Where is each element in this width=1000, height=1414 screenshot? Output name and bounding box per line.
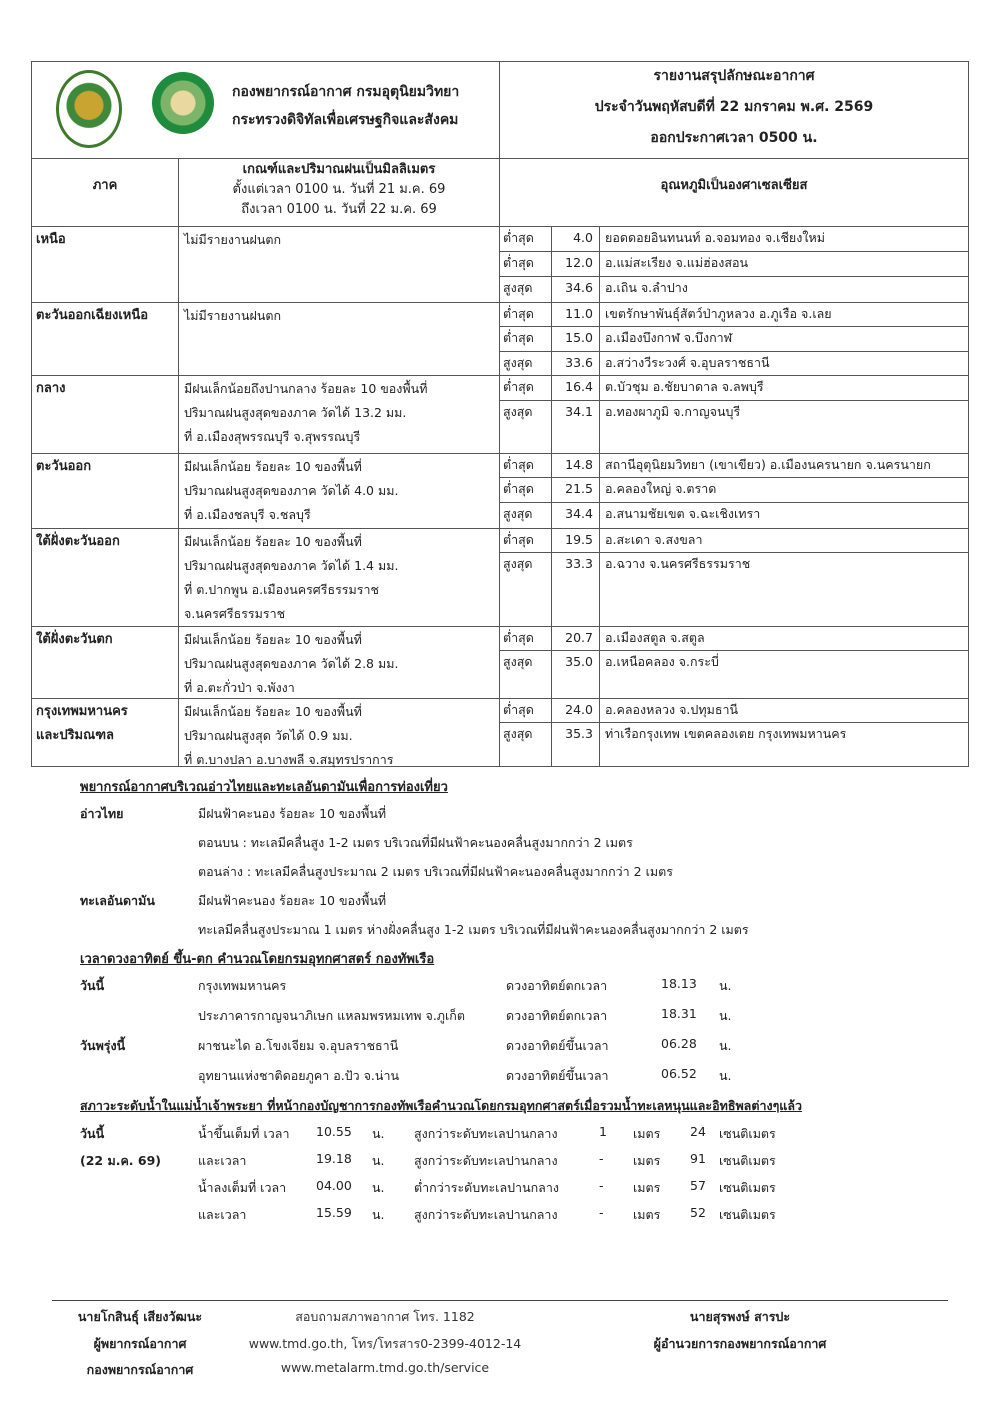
- rain-summary-line: มีฝนเล็กน้อย ร้อยละ 10 ของพื้นที่: [184, 459, 362, 474]
- temp-type: ต่ำสุด: [503, 702, 534, 717]
- sun-day-label: วันนี้: [80, 978, 105, 993]
- temp-value: 33.6: [565, 355, 593, 370]
- tide-meters: -: [599, 1205, 604, 1220]
- tide-relation: ต่ำกว่าระดับทะเลปานกลาง: [414, 1180, 559, 1195]
- row-divider: [500, 400, 968, 401]
- sun-event: ดวงอาทิตย์ขึ้นเวลา: [506, 1038, 609, 1053]
- temp-place: อ.สนามชัยเขต จ.ฉะเชิงเทรา: [605, 506, 761, 521]
- sun-times-title: เวลาดวงอาทิตย์ ขึ้น-ตก คำนวณโดยกรมอุทกศาสตร์ กองทัพเรือ: [80, 952, 435, 967]
- tide-meters: -: [599, 1151, 604, 1166]
- rain-summary-line: มีฝนเล็กน้อย ร้อยละ 10 ของพื้นที่: [184, 534, 362, 549]
- temp-type: ต่ำสุด: [503, 532, 534, 547]
- sun-unit: น.: [719, 1038, 732, 1053]
- column-divider: [599, 226, 600, 302]
- tide-time: 19.18: [316, 1151, 352, 1166]
- column-divider: [599, 528, 600, 626]
- rain-summary-line: มีฝนเล็กน้อย ร้อยละ 10 ของพื้นที่: [184, 632, 362, 647]
- row-divider: [500, 502, 968, 503]
- column-divider: [599, 302, 600, 375]
- col-header-temp: อุณหภูมิเป็นองศาเซลเซียส: [660, 178, 808, 193]
- tide-time-unit: น.: [372, 1126, 385, 1141]
- temp-type: สูงสุด: [503, 726, 533, 741]
- tide-label: น้ำขึ้นเต็มที่ เวลา: [198, 1126, 290, 1141]
- temp-place: ท่าเรือกรุงเทพ เขตคลองเตย กรุงเทพมหานคร: [605, 726, 847, 741]
- contact-web-link[interactable]: www.tmd.go.th, โทร/โทรสาร0-2399-4012-14: [248, 1336, 522, 1351]
- tide-time-unit: น.: [372, 1207, 385, 1222]
- tide-label: และเวลา: [198, 1153, 247, 1168]
- sea-forecast-line: ทะเลมีคลื่นสูงประมาณ 1 เมตร ห่างฝั่งคลื่นสูง 1-2 เมตร บริเวณที่มีฝนฟ้าคะนองคลื่นสูงมากกว่า 2 เมตร: [198, 922, 749, 937]
- tide-cm: 57: [690, 1178, 706, 1193]
- contact-service-link[interactable]: www.metalarm.tmd.go.th/service: [280, 1360, 490, 1375]
- tide-meter-unit: เมตร: [633, 1153, 661, 1168]
- rain-summary-line: ที่ ต.บางปลา อ.บางพลี จ.สมุทรปราการ: [184, 752, 394, 767]
- temp-value: 20.7: [565, 630, 593, 645]
- temp-type: สูงสุด: [503, 404, 533, 419]
- tmd-logo: [152, 72, 214, 134]
- sea-area-name: อ่าวไทย: [80, 806, 124, 821]
- temp-type: ต่ำสุด: [503, 481, 534, 496]
- sun-unit: น.: [719, 1068, 732, 1083]
- tide-meters: -: [599, 1178, 604, 1193]
- temp-place: อ.เหนือคลอง จ.กระบี่: [605, 654, 719, 669]
- temp-value: 34.1: [565, 404, 593, 419]
- region-row: [32, 626, 968, 698]
- rain-summary-line: ไม่มีรายงานฝนตก: [184, 308, 282, 323]
- temp-value: 4.0: [573, 230, 593, 245]
- temp-place: อ.เถิน จ.ลำปาง: [605, 280, 688, 295]
- rain-summary-line: ปริมาณฝนสูงสุด วัดได้ 0.9 มม.: [184, 728, 353, 743]
- tide-cm-unit: เซนติเมตร: [719, 1180, 776, 1195]
- tide-time-unit: น.: [372, 1153, 385, 1168]
- row-divider: [500, 722, 968, 723]
- tide-label: และเวลา: [198, 1207, 247, 1222]
- col-header-rain-from: ตั้งแต่เวลา 0100 น. วันที่ 21 ม.ค. 69: [232, 182, 446, 197]
- sun-event: ดวงอาทิตย์ตกเวลา: [506, 978, 608, 993]
- region-name: เหนือ: [36, 232, 66, 247]
- tide-day-label: วันนี้: [80, 1126, 105, 1141]
- sea-forecast-line: มีฝนฟ้าคะนอง ร้อยละ 10 ของพื้นที่: [198, 893, 387, 908]
- tide-title: สภาวะระดับน้ำในแม่น้ำเจ้าพระยา ที่หน้ากองบัญชาการกองทัพเรือคำนวณโดยกรมอุทกศาสตร์เมื่อรวมน้ำทะเลหนุนและอิทธิพลต่างๆแล้ว: [80, 1098, 803, 1113]
- sun-time: 06.28: [661, 1036, 697, 1051]
- contact-phone: สอบถามสภาพอากาศ โทร. 1182: [295, 1309, 475, 1324]
- tide-relation: สูงกว่าระดับทะเลปานกลาง: [414, 1126, 558, 1141]
- temp-place: อ.แม่สะเรียง จ.แม่ฮ่องสอน: [605, 255, 749, 270]
- sun-time: 06.52: [661, 1066, 697, 1081]
- sun-event: ดวงอาทิตย์ขึ้นเวลา: [506, 1068, 609, 1083]
- temp-value: 12.0: [565, 255, 593, 270]
- temp-type: ต่ำสุด: [503, 230, 534, 245]
- tide-cm: 24: [690, 1124, 706, 1139]
- temp-value: 19.5: [565, 532, 593, 547]
- region-name: และปริมณฑล: [36, 728, 114, 743]
- forecaster-role: ผู้พยากรณ์อากาศ: [93, 1336, 187, 1351]
- rain-summary-line: มีฝนเล็กน้อย ร้อยละ 10 ของพื้นที่: [184, 704, 362, 719]
- temp-type: ต่ำสุด: [503, 255, 534, 270]
- region-row: [32, 226, 968, 302]
- temp-place: อ.ทองผาภูมิ จ.กาญจนบุรี: [605, 404, 741, 419]
- temp-value: 33.3: [565, 556, 593, 571]
- region-name: ใต้ฝั่งตะวันออก: [36, 534, 120, 549]
- sun-time: 18.13: [661, 976, 697, 991]
- region-name: ตะวันออก: [36, 459, 92, 474]
- tide-meter-unit: เมตร: [633, 1207, 661, 1222]
- tide-date-label: (22 ม.ค. 69): [80, 1153, 162, 1168]
- tide-cm-unit: เซนติเมตร: [719, 1207, 776, 1222]
- sea-forecast-line: ตอนล่าง : ทะเลมีคลื่นสูงประมาณ 2 เมตร บริเวณที่มีฝนฟ้าคะนองคลื่นสูงมากกว่า 2 เมตร: [198, 864, 673, 879]
- column-divider: [599, 453, 600, 528]
- ministry-logo: [56, 70, 122, 148]
- tide-cm: 52: [690, 1205, 706, 1220]
- col-header-region: ภาค: [92, 178, 118, 193]
- tide-relation: สูงกว่าระดับทะเลปานกลาง: [414, 1153, 558, 1168]
- sun-day-label: วันพรุ่งนี้: [80, 1038, 126, 1053]
- tide-time: 15.59: [316, 1205, 352, 1220]
- temp-value: 35.3: [565, 726, 593, 741]
- column-divider: [599, 375, 600, 453]
- sun-time: 18.31: [661, 1006, 697, 1021]
- rain-summary-line: มีฝนเล็กน้อยถึงปานกลาง ร้อยละ 10 ของพื้นที่: [184, 381, 428, 396]
- report-date: ประจำวันพฤหัสบดีที่ 22 มกราคม พ.ศ. 2569: [594, 99, 874, 115]
- temp-value: 35.0: [565, 654, 593, 669]
- org-line-1: กองพยากรณ์อากาศ กรมอุตุนิยมวิทยา: [232, 84, 460, 100]
- director-role: ผู้อำนวยการกองพยากรณ์อากาศ: [653, 1336, 827, 1351]
- tide-time: 04.00: [316, 1178, 352, 1193]
- temp-type: ต่ำสุด: [503, 630, 534, 645]
- col-header-rain-to: ถึงเวลา 0100 น. วันที่ 22 ม.ค. 69: [241, 202, 437, 217]
- temp-value: 15.0: [565, 330, 593, 345]
- director-name: นายสุรพงษ์ สารปะ: [689, 1309, 791, 1324]
- weather-summary-table: [31, 61, 969, 767]
- temp-place: อ.ฉวาง จ.นครศรีธรรมราช: [605, 556, 751, 571]
- row-divider: [500, 477, 968, 478]
- temp-type: สูงสุด: [503, 654, 533, 669]
- temp-place: เขตรักษาพันธุ์สัตว์ป่าภูหลวง อ.ภูเรือ จ.เลย: [605, 306, 832, 321]
- region-row: [32, 375, 968, 453]
- temp-place: อ.สะเดา จ.สงขลา: [605, 532, 703, 547]
- temp-type: สูงสุด: [503, 506, 533, 521]
- rain-summary-line: ที่ อ.เมืองสุพรรณบุรี จ.สุพรรณบุรี: [184, 429, 361, 444]
- temp-place: ยอดดอยอินทนนท์ อ.จอมทอง จ.เชียงใหม่: [605, 230, 825, 245]
- rain-summary-line: ที่ อ.เมืองชลบุรี จ.ชลบุรี: [184, 507, 311, 522]
- footer-divider: [52, 1300, 948, 1301]
- rain-summary-line: ที่ ต.ปากพูน อ.เมืองนครศรีธรรมราช: [184, 582, 379, 597]
- temp-value: 24.0: [565, 702, 593, 717]
- sea-forecast-title: พยากรณ์อากาศบริเวณอ่าวไทยและทะเลอันดามันเพื่อการท่องเที่ยว: [80, 780, 448, 795]
- sun-place: ประภาคารกาญจนาภิเษก แหลมพรหมเทพ จ.ภูเก็ต: [198, 1008, 465, 1023]
- temp-place: อ.เมืองสตูล จ.สตูล: [605, 630, 705, 645]
- temp-place: อ.คลองหลวง จ.ปทุมธานี: [605, 702, 739, 717]
- tide-cm-unit: เซนติเมตร: [719, 1126, 776, 1141]
- temp-place: อ.เมืองบึงกาฬ จ.บึงกาฬ: [605, 330, 733, 345]
- rain-summary-line: จ.นครศรีธรรมราช: [184, 606, 286, 621]
- tide-cm: 91: [690, 1151, 706, 1166]
- sea-area-name: ทะเลอันดามัน: [80, 893, 155, 908]
- row-divider: [500, 650, 968, 651]
- tide-meter-unit: เมตร: [633, 1126, 661, 1141]
- temp-type: สูงสุด: [503, 280, 533, 295]
- row-divider: [500, 276, 968, 277]
- temp-value: 14.8: [565, 457, 593, 472]
- report-title: รายงานสรุปลักษณะอากาศ: [653, 68, 815, 84]
- sun-place: ผาชนะได อ.โขงเจียม จ.อุบลราชธานี: [198, 1038, 399, 1053]
- tide-time-unit: น.: [372, 1180, 385, 1195]
- temp-type: ต่ำสุด: [503, 306, 534, 321]
- temp-value: 11.0: [565, 306, 593, 321]
- tide-relation: สูงกว่าระดับทะเลปานกลาง: [414, 1207, 558, 1222]
- temp-type: ต่ำสุด: [503, 330, 534, 345]
- tide-meter-unit: เมตร: [633, 1180, 661, 1195]
- sun-unit: น.: [719, 978, 732, 993]
- row-divider: [500, 552, 968, 553]
- rain-summary-line: ปริมาณฝนสูงสุดของภาค วัดได้ 4.0 มม.: [184, 483, 399, 498]
- col-header-rain-title: เกณฑ์และปริมาณฝนเป็นมิลลิเมตร: [242, 162, 436, 177]
- region-name: กรุงเทพมหานคร: [36, 704, 128, 719]
- temp-place: อ.สว่างวีระวงศ์ จ.อุบลราชธานี: [605, 355, 770, 370]
- row-divider: [500, 326, 968, 327]
- temp-place: สถานีอุตุนิยมวิทยา (เขาเขียว) อ.เมืองนครนายก จ.นครนายก: [605, 457, 931, 472]
- region-row: [32, 528, 968, 626]
- region-name: กลาง: [36, 381, 66, 396]
- rain-summary-line: ไม่มีรายงานฝนตก: [184, 232, 282, 247]
- forecaster-dept: กองพยากรณ์อากาศ: [86, 1362, 194, 1377]
- rain-summary-line: ปริมาณฝนสูงสุดของภาค วัดได้ 1.4 มม.: [184, 558, 399, 573]
- tide-label: น้ำลงเต็มที่ เวลา: [198, 1180, 287, 1195]
- tide-time: 10.55: [316, 1124, 352, 1139]
- tide-meters: 1: [599, 1124, 607, 1139]
- temp-place: ต.บัวชุม อ.ชัยบาดาล จ.ลพบุรี: [605, 379, 764, 394]
- temp-value: 16.4: [565, 379, 593, 394]
- temp-type: ต่ำสุด: [503, 457, 534, 472]
- sun-place: กรุงเทพมหานคร: [198, 978, 287, 993]
- temp-value: 34.6: [565, 280, 593, 295]
- forecaster-name: นายโกสินธุ์ เสียงวัฒนะ: [77, 1309, 203, 1324]
- rain-summary-line: ที่ อ.ตะกั่วป่า จ.พังงา: [184, 680, 295, 695]
- temp-place: อ.คลองใหญ่ จ.ตราด: [605, 481, 717, 496]
- temp-value: 34.4: [565, 506, 593, 521]
- sun-event: ดวงอาทิตย์ตกเวลา: [506, 1008, 608, 1023]
- rain-summary-line: ปริมาณฝนสูงสุดของภาค วัดได้ 13.2 มม.: [184, 405, 407, 420]
- org-line-2: กระทรวงดิจิทัลเพื่อเศรษฐกิจและสังคม: [232, 112, 459, 128]
- region-name: ตะวันออกเฉียงเหนือ: [36, 308, 149, 323]
- temp-type: สูงสุด: [503, 355, 533, 370]
- sea-forecast-line: ตอนบน : ทะเลมีคลื่นสูง 1-2 เมตร บริเวณที่มีฝนฟ้าคะนองคลื่นสูงมากกว่า 2 เมตร: [198, 835, 633, 850]
- sun-place: อุทยานแห่งชาติดอยภูคา อ.ปัว จ.น่าน: [198, 1068, 400, 1083]
- region-name: ใต้ฝั่งตะวันตก: [36, 632, 113, 647]
- column-divider: [599, 626, 600, 698]
- temp-type: สูงสุด: [503, 556, 533, 571]
- sea-forecast-line: มีฝนฟ้าคะนอง ร้อยละ 10 ของพื้นที่: [198, 806, 387, 821]
- rain-summary-line: ปริมาณฝนสูงสุดของภาค วัดได้ 2.8 มม.: [184, 656, 399, 671]
- temp-type: ต่ำสุด: [503, 379, 534, 394]
- column-divider: [599, 698, 600, 767]
- row-divider: [500, 251, 968, 252]
- issue-time: ออกประกาศเวลา 0500 น.: [650, 130, 818, 146]
- sun-unit: น.: [719, 1008, 732, 1023]
- tide-cm-unit: เซนติเมตร: [719, 1153, 776, 1168]
- row-divider: [500, 351, 968, 352]
- temp-value: 21.5: [565, 481, 593, 496]
